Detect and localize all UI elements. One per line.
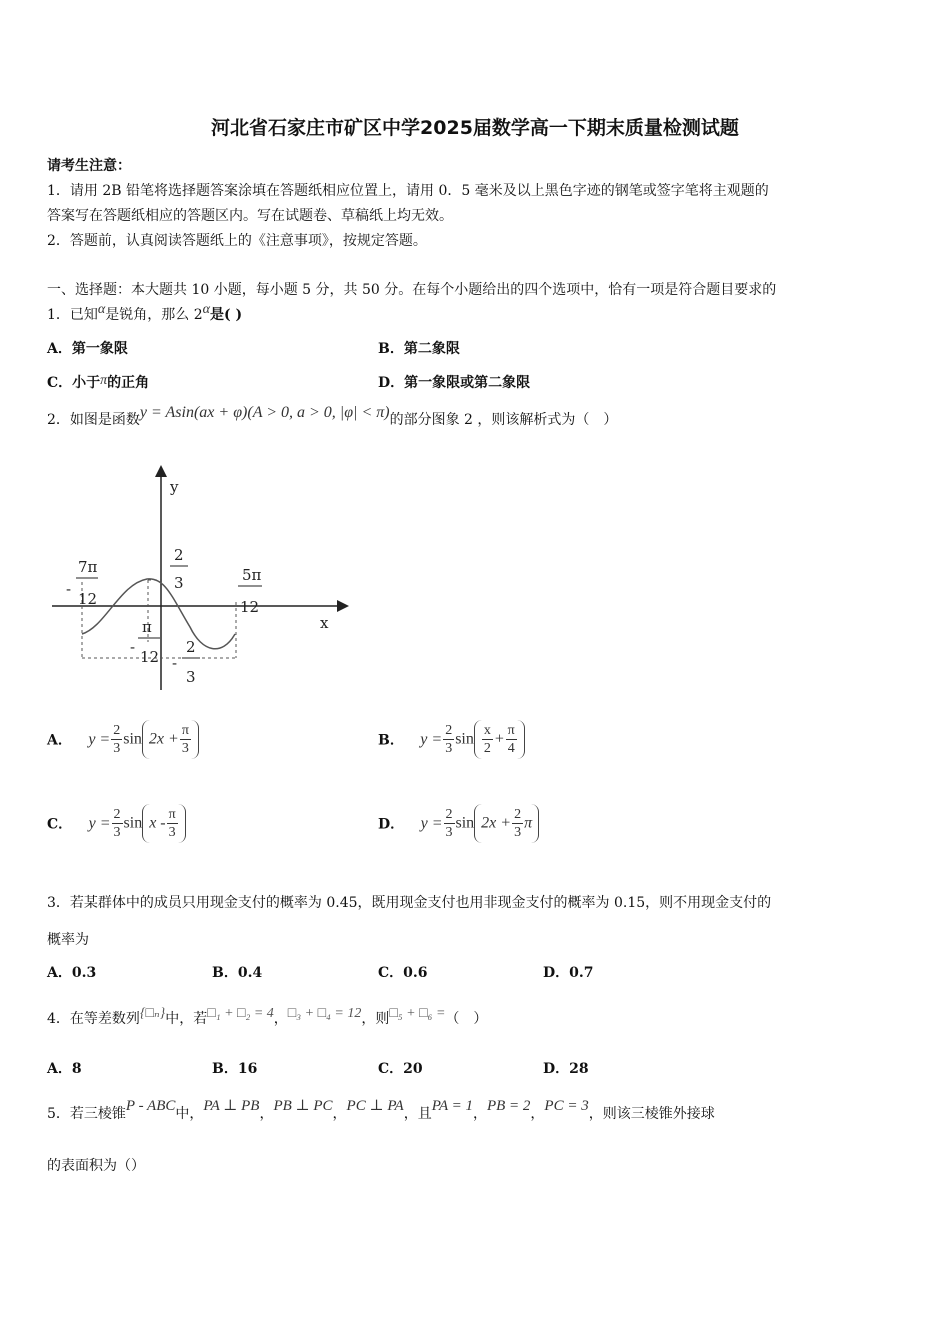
tick-minus: -	[66, 580, 72, 598]
tick-top-num: 2	[174, 546, 184, 564]
tick-minus: -	[130, 638, 136, 656]
q1-option-c: C．小于π的正角	[47, 373, 150, 391]
q1-option-b: B．第二象限	[378, 341, 460, 357]
q4-option-b: B．16	[212, 1061, 258, 1077]
q3-option-b: B．0.4	[212, 965, 263, 981]
notice-line-1a: 1．请用 2B 铅笔将选择题答案涂填在答题纸相应位置上，请用 0．5 毫米及以上黑色字迹的钢笔或签字笔将主观题的	[47, 183, 769, 199]
alpha-symbol: α	[97, 302, 106, 317]
question-3-cont: 概率为	[47, 932, 89, 948]
tick-mid-den: 12	[140, 648, 160, 666]
q2-option-c: C． y = $\frac{2}{3}$ sin x - $\frac{\pi}{3}$	[47, 804, 186, 843]
tick-right-num: 5π	[242, 566, 262, 584]
x-axis-label: x	[320, 614, 329, 632]
q4-option-a: A．8	[47, 1061, 82, 1077]
q3-option-a: A．0.3	[47, 965, 97, 981]
y-axis-label: y	[170, 478, 179, 496]
q3-option-c: C．0.6	[378, 965, 428, 981]
tick-minus: -	[172, 654, 178, 672]
tick-top-den: 3	[174, 574, 184, 592]
page-title: 河北省石家庄市矿区中学2025届数学高一下期末质量检测试题	[211, 117, 739, 139]
question-5-cont: 的表面积为（）	[47, 1158, 145, 1174]
function-graph	[50, 462, 360, 694]
notice-heading: 请考生注意：	[47, 158, 131, 174]
section-heading: 一、选择题：本大题共 10 小题，每小题 5 分，共 50 分。在每个小题给出的四个选项中，恰有一项是符合题目要求的	[47, 282, 777, 298]
q4-option-d: D．28	[543, 1061, 589, 1077]
notice-line-2: 2．答题前，认真阅读答题纸上的《注意事项》，按规定答题。	[47, 233, 427, 249]
function-formula: y = Asin(ax + φ)(A > 0, a > 0, |φ| < π)	[139, 404, 390, 421]
tick-left-num: 7π	[78, 558, 98, 576]
alpha-symbol: α	[202, 302, 210, 317]
q1-option-a: A．第一象限	[47, 341, 128, 357]
tick-bot-num: 2	[186, 638, 196, 656]
question-3: 3．若某群体中的成员只用现金支付的概率为 0.45，既用现金支付也用非现金支付的概率为 0.15，则不用现金支付的	[47, 895, 772, 911]
tick-bot-den: 3	[186, 668, 196, 686]
notice-line-1b: 答案写在答题纸相应的答题区内。写在试题卷、草稿纸上均无效。	[47, 208, 453, 224]
q2-option-a: A． y = $\frac{2}{3}$ sin 2x + $\frac{\pi}{3}$	[47, 720, 199, 759]
q1-option-d: D．第一象限或第二象限	[378, 375, 531, 391]
tick-left-den: 12	[78, 590, 98, 608]
q4-option-c: C．20	[378, 1061, 423, 1077]
tick-right-den: 12	[240, 598, 260, 616]
question-2: 2．如图是函数y = Asin(ax + φ)(A > 0, a > 0, |φ| < π)的部分图象 2 ，则该解析式为（ ）	[47, 404, 618, 428]
q2-option-d: D． y = $\frac{2}{3}$ sin 2x + $\frac{2}{3}$ π	[378, 804, 539, 843]
question-5: 5．若三棱锥P - ABC中，PA ⊥ PB，PB ⊥ PC，PC ⊥ PA，且PA = 1，PB = 2，PC = 3，则该三棱锥外接球	[47, 1098, 715, 1122]
q3-option-d: D．0.7	[543, 965, 594, 981]
q2-option-b: B． y = $\frac{2}{3}$ sin $\frac{x}{2}$ + $\frac{\pi}{4}$	[378, 720, 525, 759]
question-1: 1．已知α是锐角，那么 2α是( )	[47, 302, 243, 323]
tick-mid-num: π	[142, 618, 152, 636]
question-4: 4．在等差数列{□ₙ}中，若□₁ + □₂ = 4，□₃ + □₄ = 12，则□₅ + □₆ =（ ）	[47, 1006, 488, 1027]
